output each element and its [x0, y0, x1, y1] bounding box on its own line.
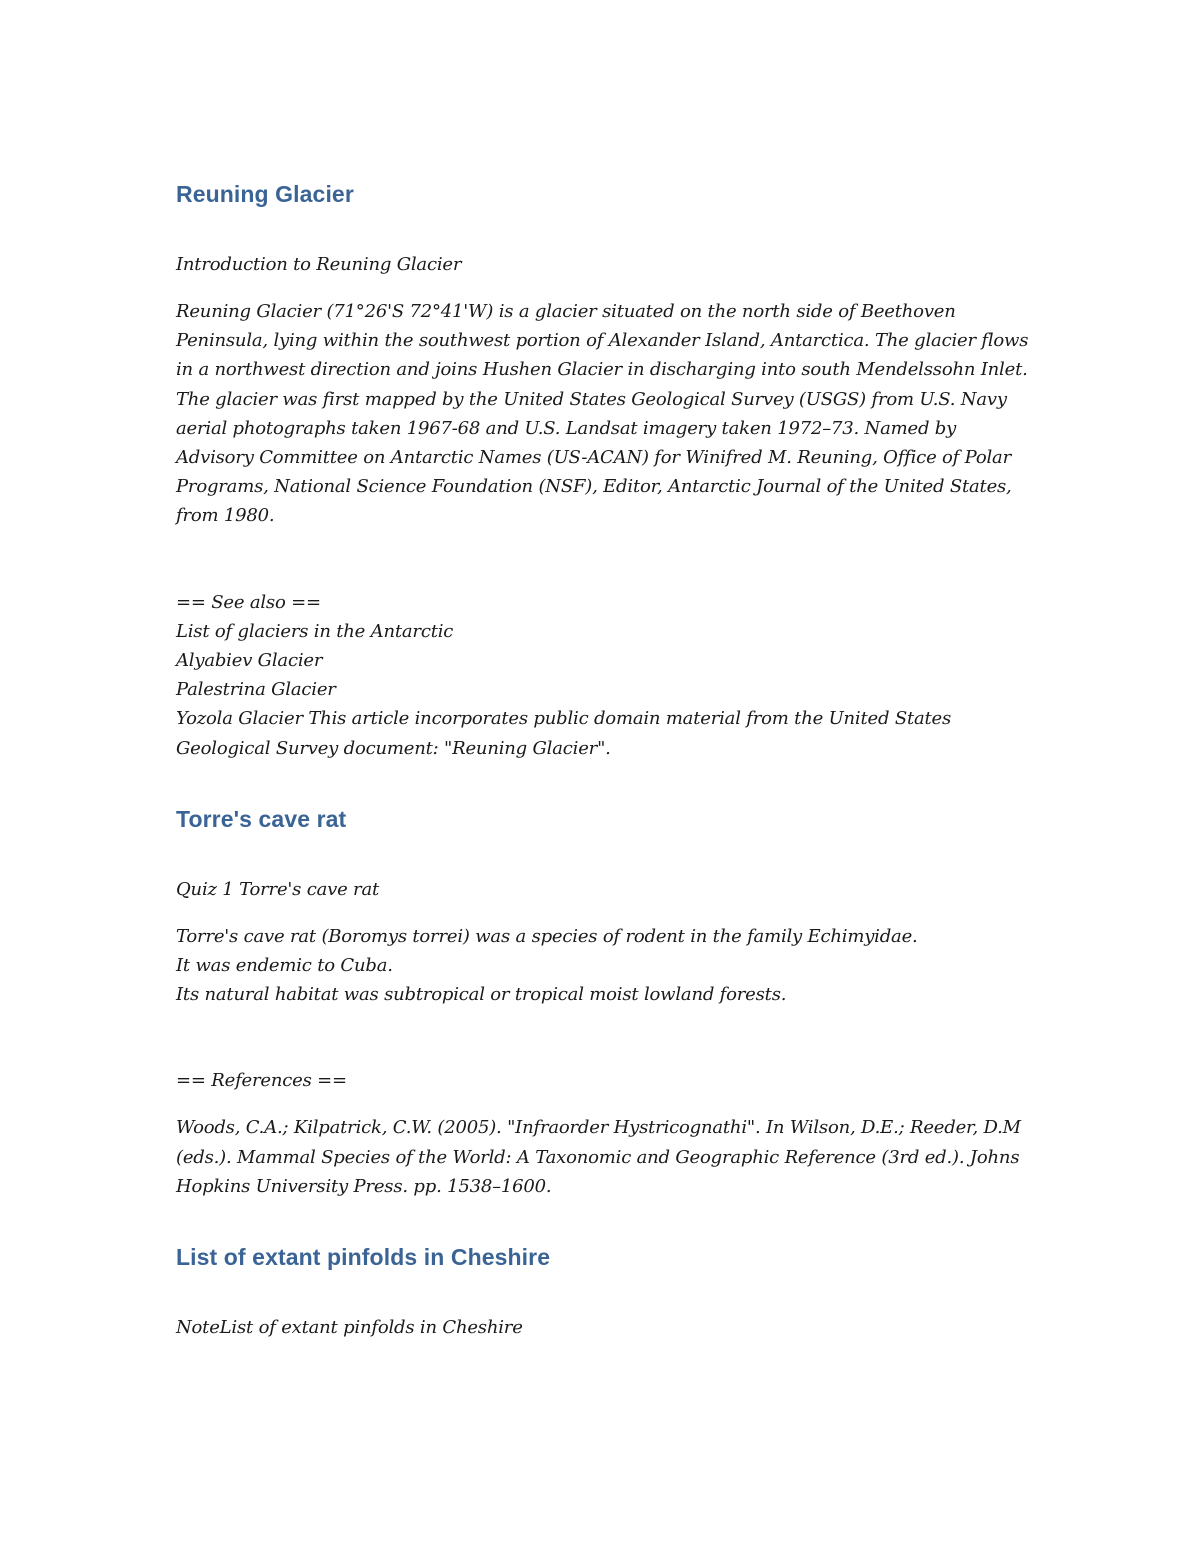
body-line: Its natural habitat was subtropical or tropical moist lowland forests.: [176, 984, 787, 1006]
see-also-item: List of glaciers in the Antarctic: [176, 620, 454, 642]
body-line: in a northwest direction and joins Hushen Glacier in discharging into south Mendelssohn Inlet.: [176, 359, 1028, 381]
see-also-heading: == See also ==: [176, 591, 321, 613]
references-heading: == References ==: [176, 1070, 347, 1092]
body-line: It was endemic to Cuba.: [176, 955, 393, 977]
section-body: [176, 922, 1036, 1010]
reference-line: Hopkins University Press. pp. 1538–1600.: [176, 1175, 552, 1197]
body-line: Reuning Glacier (71°26'S 72°41'W) is a glacier situated on the north side of Beethoven: [176, 301, 956, 322]
section-body: [176, 297, 1036, 531]
see-also-block: [176, 588, 1036, 763]
section-heading-torres-cave-rat: Torre's cave rat: [176, 805, 347, 832]
body-line: aerial photographs taken 1967-68 and U.S. Landsat imagery taken 1972–73. Named by: [176, 417, 957, 439]
see-also-item: Yozola Glacier This article incorporates public domain material from the United States: [176, 708, 952, 730]
reference-line: Woods, C.A.; Kilpatrick, C.W. (2005). "Infraorder Hystricognathi". In Wilson, D.E.; Reeder, D.M: [176, 1117, 1021, 1139]
body-line: Torre's cave rat (Boromys torrei) was a species of rodent in the family Echimyidae.: [176, 925, 918, 947]
document-content: [176, 176, 1036, 1342]
body-line: Advisory Committee on Antarctic Names (US-ACAN) for Winifred M. Reuning, Office of Polar: [176, 447, 1011, 469]
section-subtitle: Quiz 1 Torre's cave rat: [176, 878, 380, 900]
see-also-item: Geological Survey document: "Reuning Glacier".: [176, 737, 611, 759]
section-heading-pinfolds-cheshire: List of extant pinfolds in Cheshire: [176, 1244, 551, 1271]
section-subtitle: Introduction to Reuning Glacier: [176, 254, 462, 275]
body-line: Peninsula, lying within the southwest portion of Alexander Island, Antarctica. The glacier flows: [176, 330, 1029, 352]
section-heading-reuning-glacier: Reuning Glacier: [176, 181, 354, 207]
section-subtitle: NoteList of extant pinfolds in Cheshire: [176, 1317, 523, 1339]
see-also-item: Palestrina Glacier: [176, 679, 336, 701]
body-line: from 1980.: [176, 505, 275, 527]
body-line: Programs, National Science Foundation (NSF), Editor, Antarctic Journal of the United States,: [176, 476, 1012, 498]
references-block: [176, 1113, 1036, 1201]
body-line: The glacier was first mapped by the United States Geological Survey (USGS) from U.S. Navy: [176, 388, 1007, 410]
reference-line: (eds.). Mammal Species of the World: A Taxonomic and Geographic Reference (3rd ed.). Johns: [176, 1146, 1020, 1168]
see-also-item: Alyabiev Glacier: [176, 650, 323, 672]
